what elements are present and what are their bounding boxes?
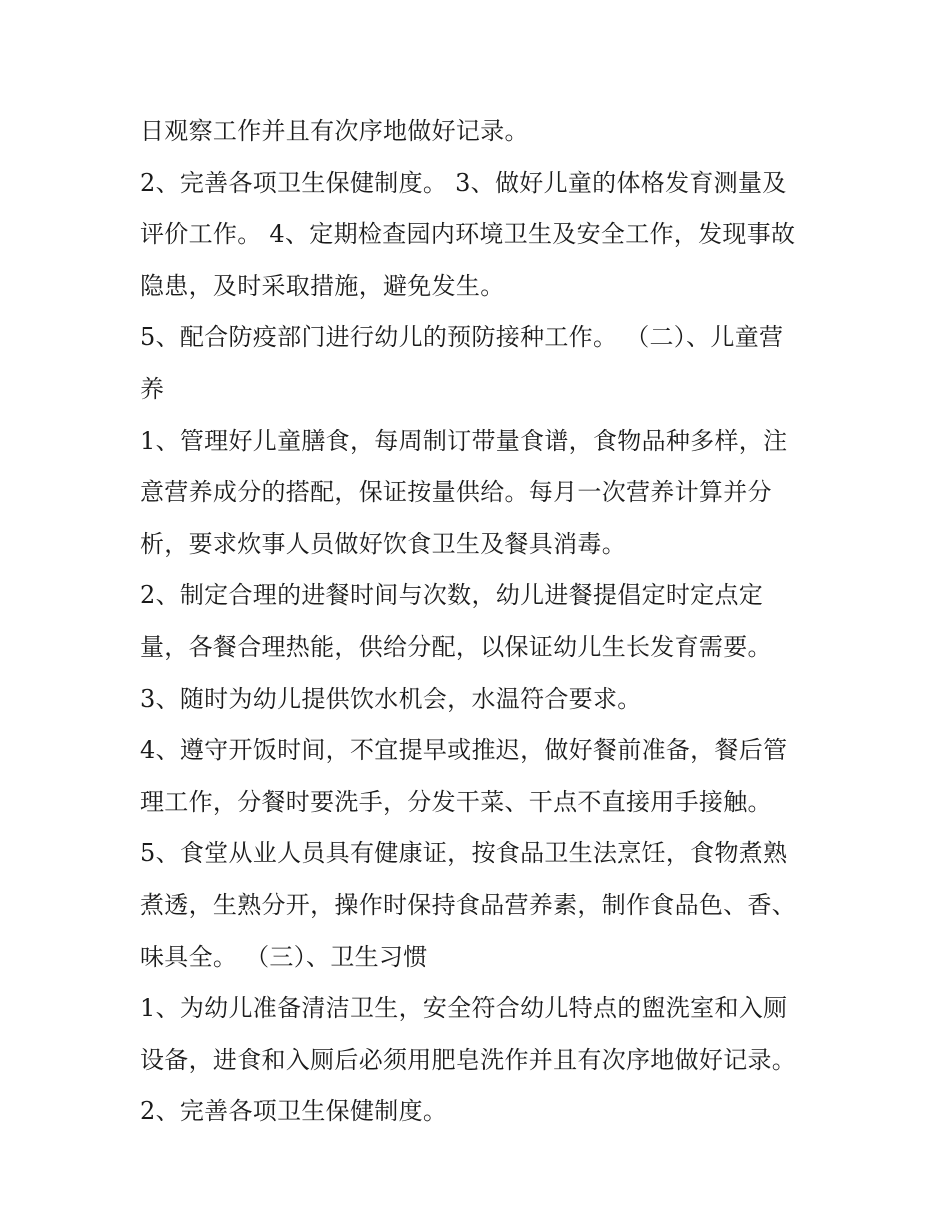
document-body: [140, 106, 810, 1138]
text-line: 评价工作。 4、定期检查园内环境卫生及安全工作，发现事故: [140, 220, 796, 249]
text-line: 2、完善各项卫生保健制度。 3、做好儿童的体格发育测量及: [140, 168, 787, 197]
text-line: 味具全。 （三）、卫生习惯: [140, 942, 428, 971]
text-line: 意营养成分的搭配，保证按量供给。每月一次营养计算并分: [140, 478, 772, 507]
text-line: 3、随时为幼儿提供饮水机会，水温符合要求。: [140, 684, 642, 713]
text-line: 2、完善各项卫生保健制度。: [140, 1097, 448, 1126]
text-line: 4、遵守开饭时间，不宜提早或推迟，做好餐前准备，餐后管: [140, 736, 788, 765]
text-line: 析，要求炊事人员做好饮食卫生及餐具消毒。: [140, 529, 626, 558]
text-line: 2、制定合理的进餐时间与次数，幼儿进餐提倡定时定点定: [140, 581, 764, 610]
text-line: 5、配合防疫部门进行幼儿的预防接种工作。 （二）、儿童营: [140, 323, 784, 352]
text-line: 隐患，及时采取措施，避免发生。: [140, 271, 505, 300]
text-line: 1、为幼儿准备清洁卫生，安全符合幼儿特点的盥洗室和入厕: [140, 994, 788, 1023]
text-line: 1、管理好儿童膳食，每周制订带量食谱，食物品种多样，注: [140, 426, 788, 455]
text-line: 日观察工作并且有次序地做好记录。: [140, 117, 529, 145]
text-line: 理工作，分餐时要洗手，分发干菜、干点不直接用手接触。: [140, 787, 772, 816]
text-line: 5、食堂从业人员具有健康证，按食品卫生法烹饪，食物煮熟: [140, 839, 788, 868]
text-line: 养: [140, 374, 165, 403]
text-line: 量，各餐合理热能，供给分配，以保证幼儿生长发育需要。: [140, 632, 772, 661]
text-line: 煮透，生熟分开，操作时保持食品营养素，制作食品色、香、: [140, 890, 797, 919]
text-line: 设备，进食和入厕后必须用肥皂洗作并且有次序地做好记录。: [140, 1045, 797, 1074]
